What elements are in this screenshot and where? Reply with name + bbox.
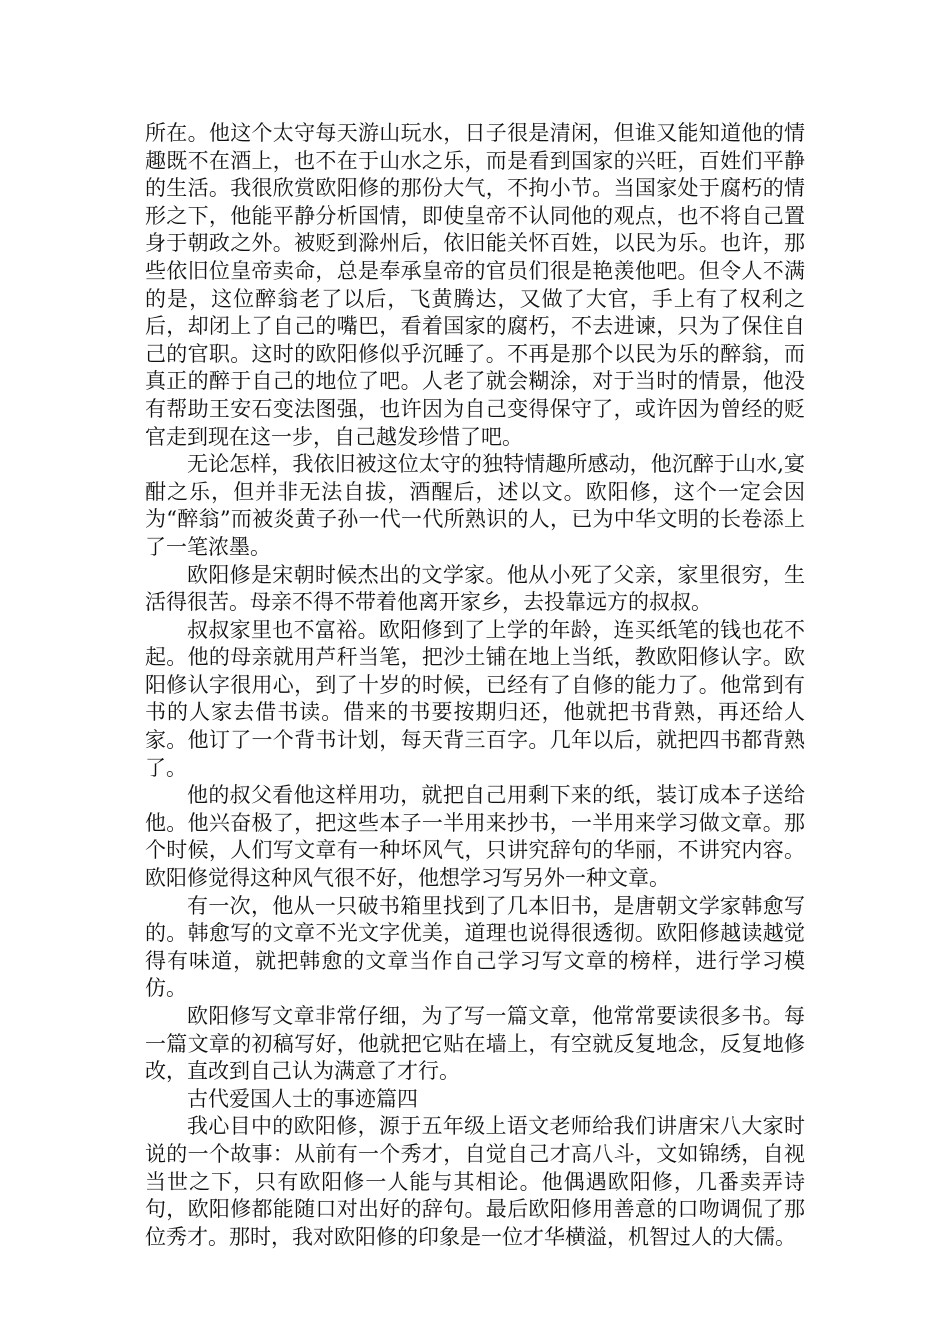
paragraph-2: 无论怎样，我依旧被这位太守的独特情趣所感动，他沉醉于山水,宴酣之乐，但并非无法自拔，酒醒后，述以文。欧阳修，这个一定会因为“醉翁”而被炎黄子孙一代一代所熟识的人，已为中华文明的长卷添上了一笔浓墨。 (145, 452, 805, 559)
paragraph-7: 欧阳修写文章非常仔细，为了写一篇文章，他常常要读很多书。每一篇文章的初稿写好，他就把它贴在墙上，有空就反复地念，反复地修改，直改到自己认为满意了才行。 (145, 1004, 805, 1084)
paragraph-1: 所在。他这个太守每天游山玩水，日子很是清闲，但谁又能知道他的情趣既不在酒上，也不在于山水之乐，而是看到国家的兴旺，百姓们平静的生活。我很欣赏欧阳修的那份大气，不拘小节。当国家处于腐朽的情形之下，他能平静分析国情，即使皇帝不认同他的观点，也不将自己置身于朝政之外。被贬到滁州后，依旧能关怀百姓，以民为乐。也许，那些依旧位皇帝卖命，总是奉承皇帝的官员们很是艳羡他吧。但令人不满的是，这位醉翁老了以后，飞黄腾达，又做了大官，手上有了权利之后，却闭上了自己的嘴巴，看着国家的腐朽，不去进谏，只为了保住自己的官职。这时的欧阳修似乎沉睡了。不再是那个以民为乐的醉翁，而真正的醉于自己的地位了吧。人老了就会糊涂，对于当时的情景，他没有帮助王安石变法图强，也许因为自己变得保守了，或许因为曾经的贬官走到现在这一步，自己越发珍惜了吧。 (145, 121, 805, 449)
paragraph-4: 叔叔家里也不富裕。欧阳修到了上学的年龄，连买纸笔的钱也花不起。他的母亲就用芦秆当笔，把沙土铺在地上当纸，教欧阳修认字。欧阳修认字很用心，到了十岁的时候，已经有了自修的能力了。他常到有书的人家去借书读。借来的书要按期归还，他就把书背熟，再还给人家。他订了一个背书计划，每天背三百字。几年以后，就把四书都背熟了。 (145, 617, 805, 780)
document-body (145, 120, 805, 1251)
paragraph-3: 欧阳修是宋朝时候杰出的文学家。他从小死了父亲，家里很穷，生活得很苦。母亲不得不带着他离开家乡，去投靠远方的叔叔。 (145, 562, 805, 615)
paragraph-5: 他的叔父看他这样用功，就把自己用剩下来的纸，装订成本子送给他。他兴奋极了，把这些本子一半用来抄书，一半用来学习做文章。那个时候，人们写文章有一种坏风气，只讲究辞句的华丽，不讲究内容。欧阳修觉得这种风气很不好，他想学习写另外一种文章。 (145, 783, 805, 891)
section-heading: 古代爱国人士的事迹篇四 (187, 1086, 418, 1111)
paragraph-8: 我心目中的欧阳修，源于五年级上语文老师给我们讲唐宋八大家时说的一个故事：从前有一个秀才，自觉自己才高八斗，文如锦绣，自视当世之下，只有欧阳修一人能与其相论。他偶遇欧阳修，几番卖弄诗句，欧阳修都能随口对出好的辞句。最后欧阳修用善意的口吻调侃了那位秀才。那时，我对欧阳修的印象是一位才华横溢，机智过人的大儒。 (145, 1114, 805, 1249)
paragraph-6: 有一次，他从一只破书箱里找到了几本旧书，是唐朝文学家韩愈写的。韩愈写的文章不光文字优美，道理也说得很透彻。欧阳修越读越觉得有味道，就把韩愈的文章当作自己学习写文章的榜样，进行学习模仿。 (145, 893, 805, 1001)
